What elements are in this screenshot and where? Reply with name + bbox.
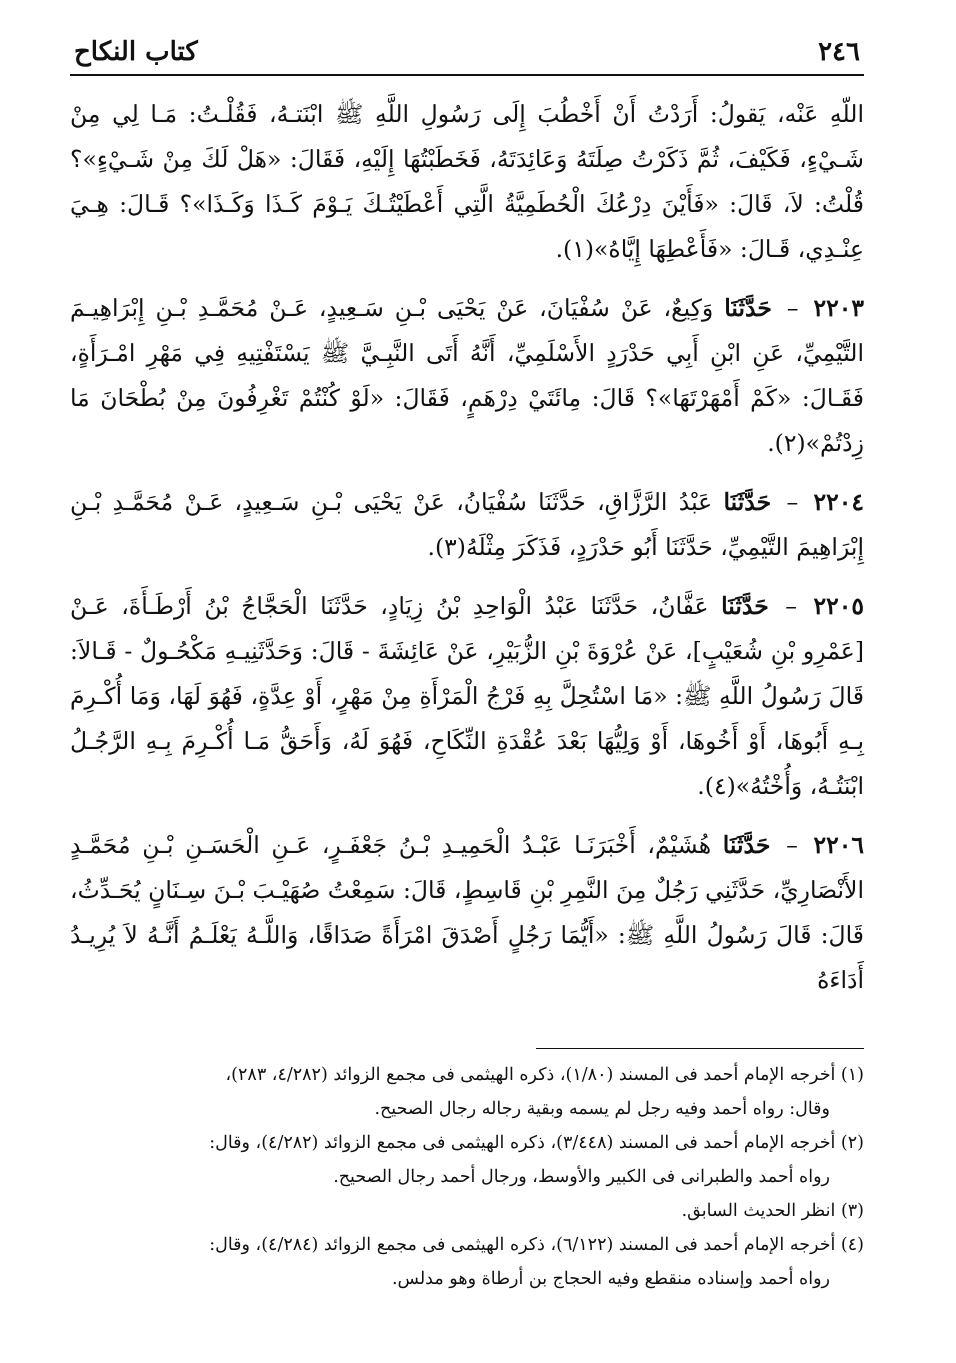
hadith-lead-word: حَدَّثَنَا xyxy=(724,294,772,322)
paragraph-text: اللّهِ عَنْه، يَقولُ: أَرَدْتُ أَنْ أَخْطُبَ إِلَى رَسُولِ اللَّهِ ﷺ ابْنَتـهُ، فَقُلْـتُ: مَـا لِي مِنْ شَـيْءٍ، فَكَيْفَ، ثُمَّ ذَكَرْتُ صِلَتَهُ وَعَائِدَتَهُ، فَخَطَبْتُهَا إِلَيْهِ، فَقَالَ: «هَلْ لَكَ مِنْ شَـيْءٍ»؟ قُلْتُ: لاَ، قَالَ: «فَأَيْنَ دِرْعُكَ الْحُطَمِيَّةُ الَّتِي أَعْطَيْتُـكَ يَـوْمَ كَـذَا وَكَـذَا»؟ قَـالَ: هِـيَ عِنْـدِي، قَـالَ: «فَأَعْطِهَا إِيَّاهُ»(١). xyxy=(70,100,864,263)
book-title: كتاب النكاح xyxy=(74,37,198,67)
hadith-2206 xyxy=(70,823,864,1003)
footnote-1: (١) أخرجه الإمام أحمد فى المسند (١/٨٠)، ذكره الهيثمى فى مجمع الزوائد (٤/٢٨٢، ٢٨٣)، xyxy=(225,1065,864,1085)
page-number: ٢٤٦ xyxy=(818,37,860,67)
book-page xyxy=(70,36,864,1003)
hadith-number: ٢٢٠٦ xyxy=(813,831,864,859)
running-head xyxy=(70,36,864,76)
hadith-dash: – xyxy=(785,592,797,620)
footnote-2: (٢) أخرجه الإمام أحمد فى المسند (٣/٤٤٨)، ذكره الهيثمى فى مجمع الزوائد (٤/٢٨٢)، وقال: xyxy=(209,1133,864,1153)
hadith-2203 xyxy=(70,286,864,466)
footnotes xyxy=(84,1058,864,1296)
main-text xyxy=(70,92,864,1003)
hadith-2204 xyxy=(70,480,864,570)
hadith-text: عَبْدُ الرَّزَّاقِ، حَدَّثَنَا سُفْيَانُ، عَنْ يَحْيَى بْـنِ سَـعِيدٍ، عَـنْ مُحَمَّـدِ بْـنِ إِبْرَاهِيمَ التَّيْمِيِّ، حَدَّثَنَا أَبُو حَدْرَدٍ، فَذَكَرَ مِثْلَهُ(٣). xyxy=(70,488,864,561)
hadith-number: ٢٢٠٥ xyxy=(813,592,864,620)
hadith-dash: – xyxy=(786,831,798,859)
hadith-dash: – xyxy=(786,294,799,322)
hadith-number: ٢٢٠٤ xyxy=(813,488,864,516)
footnote-2-continuation: رواه أحمد والطبرانى فى الكبير والأوسط، ورجال أحمد رجال الصحيح. xyxy=(333,1167,830,1187)
hadith-dash: – xyxy=(786,488,799,516)
hadith-lead-word: حَدَّثَنَا xyxy=(721,592,769,620)
hadith-text: عَفَّانُ، حَدَّثَنَا عَبْدُ الْوَاحِدِ بْنُ زِيَادٍ، حَدَّثَنَا الْحَجَّاجُ بْنُ أَرْطَـأَةَ، عَـنْ [عَمْرِو بْنِ شُعَيْبٍ]، عَنْ عُرْوَةَ بْنِ الزُّبَيْرِ، عَنْ عَائِشَةَ - قَالَ: وَحَدَّثَنِيـهِ مَكْحُـولٌ - قَـالاَ: قَالَ رَسُولُ اللَّهِ ﷺ: «مَا اسْتُحِلَّ بِهِ فَرْجُ الْمَرْأَةِ مِنْ مَهْرٍ، أَوْ عِدَّةٍ، فَهُوَ لَهَا، وَمَا أُكْـرِمَ بِـهِ أَبُوهَا، أَوْ أَخُوهَا، أَوْ وَلِيُّهَا بَعْدَ عُقْدَةِ النِّكَاحِ، فَهُوَ لَهُ، وَأَحَقُّ مَـا أُكْـرِمَ بِـهِ الرَّجُـلُ ابْنَتُـهُ، وَأُخْتُهُ»(٤). xyxy=(70,592,864,800)
paragraph-continuation xyxy=(70,92,864,272)
hadith-2205 xyxy=(70,584,864,809)
hadith-lead-word: حَدَّثَنَا xyxy=(723,488,772,516)
hadith-text: هُشَيْمٌ، أَخْبَرَنَـا عَبْـدُ الْحَمِيـدِ بْـنُ جَعْفَـرٍ، عَـنِ الْحَسَـنِ بْـنِ مُحَمَّـدٍ الأَنْصَارِيِّ، حَدَّثَنِي رَجُلٌ مِنَ النَّمِرِ بْنِ قَاسِطٍ، قَالَ: سَمِعْتُ صُهَيْـبَ بْـنَ سِـنَانٍ يُحَـدِّثُ، قَالَ: قَالَ رَسُولُ اللَّهِ ﷺ: «أَيُّمَا رَجُلٍ أَصْدَقَ امْرَأَةً صَدَاقًا، وَاللَّـهُ يَعْلَـمُ أَنَّـهُ لاَ يُرِيـدُ أَدَاءَهُ xyxy=(70,831,864,994)
footnote-1-continuation: وقال: رواه أحمد وفيه رجل لم يسمه وبقية رجاله رجال الصحيح. xyxy=(374,1099,830,1119)
footnote-4-continuation: رواه أحمد وإسناده منقطع وفيه الحجاج بن أرطاة وهو مدلس. xyxy=(391,1269,830,1289)
hadith-lead-word: حَدَّثَنَا xyxy=(722,831,771,859)
hadith-number: ٢٢٠٣ xyxy=(813,294,864,322)
hadith-text: وَكِيعٌ، عَنْ سُفْيَانَ، عَنْ يَحْيَى بْـنِ سَـعِيدٍ، عَـنْ مُحَمَّـدِ بْـنِ إِبْرَاهِيـمَ التَّيْمِيِّ، عَنِ ابْنِ أَبِي حَدْرَدٍ الأَسْلَمِيِّ، أَنَّهُ أَتَى النَّبِـيَّ ﷺ يَسْتَفْتِيهِ فِي مَهْرِ امْـرَأَةٍ، فَقَـالَ: «كَمْ أَمْهَرْتَهَا»؟ قَالَ: مِائَتَيْ دِرْهَمٍ، فَقَالَ: «لَوْ كُنْتُمْ تَغْرِفُونَ مِنْ بُطْحَانَ مَا زِدْتُمْ»(٢). xyxy=(70,294,864,457)
footnote-4: (٤) أخرجه الإمام أحمد فى المسند (٦/١٢٢)، ذكره الهيثمى فى مجمع الزوائد (٤/٢٨٤)، وقال: xyxy=(209,1235,864,1255)
footnote-3: (٣) انظر الحديث السابق. xyxy=(681,1201,864,1221)
footnote-separator xyxy=(536,1048,864,1049)
